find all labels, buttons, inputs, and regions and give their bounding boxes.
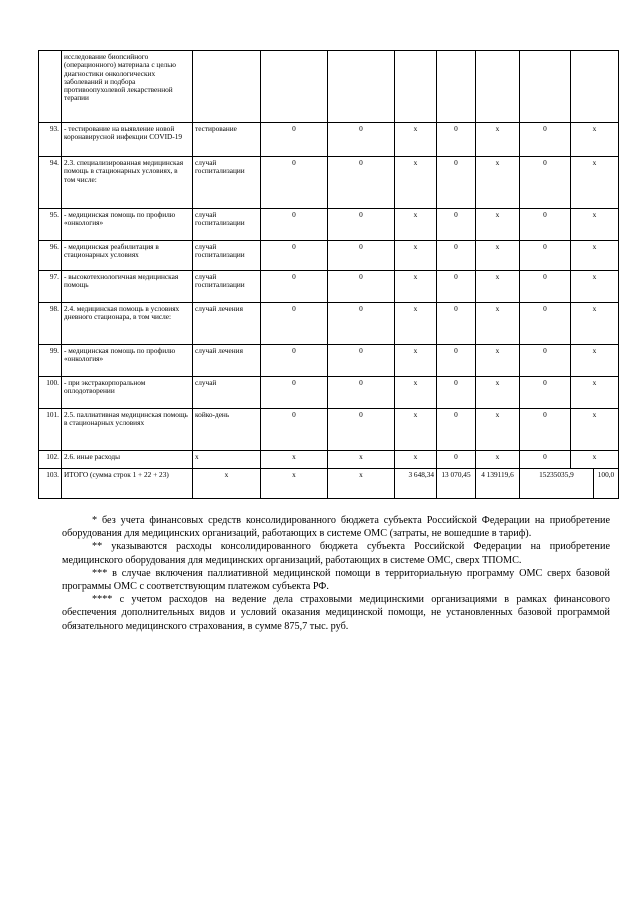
- row-description-cell: - высокотехнологичная медицинская помощь: [62, 271, 193, 303]
- row-unit-cell: тестирование: [193, 123, 261, 157]
- row-value-cell: 0: [261, 157, 328, 209]
- row-number-cell: 93.: [39, 123, 62, 157]
- table-row: [39, 241, 619, 271]
- row-value-cell: x: [395, 209, 437, 241]
- row-value-cell: 0: [261, 241, 328, 271]
- table-row: [39, 157, 619, 209]
- row-number-cell: 97.: [39, 271, 62, 303]
- table-row: [39, 377, 619, 409]
- row-unit-cell: случай лечения: [193, 345, 261, 377]
- row-description-cell: - медицинская помощь по профилю «онкология»: [62, 345, 193, 377]
- table-row: [39, 51, 619, 123]
- row-value-cell: 0: [520, 377, 571, 409]
- row-value-cell: 0: [520, 157, 571, 209]
- row-unit-cell: [193, 51, 261, 123]
- row-value-cell: 0: [261, 209, 328, 241]
- row-value-cell: 0: [520, 209, 571, 241]
- table-row: [39, 345, 619, 377]
- row-value-cell: 0: [437, 271, 476, 303]
- row-value-cell: 0: [261, 303, 328, 345]
- row-unit-cell: x: [193, 469, 261, 499]
- row-value-cell: x: [571, 303, 619, 345]
- row-value-cell: x: [571, 241, 619, 271]
- row-value-cell: 100,0: [594, 469, 619, 499]
- row-number-cell: 95.: [39, 209, 62, 241]
- row-description-cell: 2.5. паллиативная медицинская помощь в стационарных условиях: [62, 409, 193, 451]
- row-value-cell: x: [395, 409, 437, 451]
- row-value-cell: [328, 51, 395, 123]
- row-unit-cell: койко-день: [193, 409, 261, 451]
- row-unit-cell: x: [193, 451, 261, 469]
- table-row: [39, 209, 619, 241]
- row-number-cell: 100.: [39, 377, 62, 409]
- row-value-cell: x: [328, 451, 395, 469]
- row-value-cell: 0: [261, 271, 328, 303]
- row-number-cell: 103.: [39, 469, 62, 499]
- row-value-cell: x: [261, 469, 328, 499]
- row-value-cell: 0: [328, 123, 395, 157]
- row-unit-cell: случай госпитализации: [193, 157, 261, 209]
- row-value-cell: 0: [437, 157, 476, 209]
- row-description-cell: исследование биопсийного (операционного) материала с целью диагностики онкологических заболеваний и подбора противоопухолевой лекарственной терапии: [62, 51, 193, 123]
- table-row: [39, 123, 619, 157]
- row-value-cell: 3 648,34: [395, 469, 437, 499]
- row-description-cell: ИТОГО (сумма строк 1 + 22 + 23): [62, 469, 193, 499]
- row-description-cell: - тестирование на выявление новой коронавирусной инфекции COVID-19: [62, 123, 193, 157]
- row-value-cell: 0: [520, 123, 571, 157]
- row-value-cell: 0: [437, 209, 476, 241]
- row-value-cell: x: [476, 451, 520, 469]
- row-description-cell: - медицинская помощь по профилю «онкология»: [62, 209, 193, 241]
- row-value-cell: 0: [261, 409, 328, 451]
- table-row: [39, 451, 619, 469]
- row-value-cell: x: [476, 157, 520, 209]
- row-value-cell: x: [571, 123, 619, 157]
- row-number-cell: 102.: [39, 451, 62, 469]
- row-value-cell: 0: [328, 377, 395, 409]
- footnote-2: ** указываются расходы консолидированного бюджета субъекта Российской Федерации на приобретение медицинского оборудования для медицинских организаций, работающих в системе ОМС, сверх ТПОМС.: [62, 541, 610, 566]
- row-value-cell: 0: [437, 377, 476, 409]
- table-row: [39, 409, 619, 451]
- row-value-cell: x: [476, 377, 520, 409]
- row-value-cell: x: [476, 303, 520, 345]
- row-value-cell: 0: [520, 303, 571, 345]
- row-value-cell: x: [395, 303, 437, 345]
- row-value-cell: x: [476, 409, 520, 451]
- row-description-cell: 2.6. иные расходы: [62, 451, 193, 469]
- row-value-cell: x: [395, 157, 437, 209]
- table-body: [39, 51, 619, 499]
- table-row: [39, 469, 619, 499]
- row-unit-cell: случай: [193, 377, 261, 409]
- row-value-cell: x: [395, 451, 437, 469]
- row-value-cell: [520, 51, 571, 123]
- row-number-cell: 96.: [39, 241, 62, 271]
- row-value-cell: 0: [437, 409, 476, 451]
- row-value-cell: 0: [520, 241, 571, 271]
- row-value-cell: 0: [328, 345, 395, 377]
- row-value-cell: [476, 51, 520, 123]
- row-value-cell: 0: [328, 303, 395, 345]
- table-row: [39, 303, 619, 345]
- row-unit-cell: случай госпитализации: [193, 241, 261, 271]
- row-value-cell: 0: [520, 409, 571, 451]
- row-value-cell: x: [395, 377, 437, 409]
- row-value-cell: 0: [520, 345, 571, 377]
- row-value-cell: 0: [437, 303, 476, 345]
- row-description-cell: 2.3. специализированная медицинская помощь в стационарных условиях, в том числе:: [62, 157, 193, 209]
- row-value-cell: [395, 51, 437, 123]
- row-value-cell: 0: [520, 451, 571, 469]
- row-value-cell: 4 139119,6: [476, 469, 520, 499]
- row-value-cell: 15235035,9: [520, 469, 594, 499]
- table-row: [39, 271, 619, 303]
- row-unit-cell: случай госпитализации: [193, 271, 261, 303]
- footnotes: [62, 514, 610, 633]
- row-description-cell: - медицинская реабилитация в стационарных условиях: [62, 241, 193, 271]
- row-value-cell: [261, 51, 328, 123]
- row-value-cell: x: [476, 271, 520, 303]
- row-value-cell: 0: [328, 209, 395, 241]
- row-description-cell: - при экстракорпоральном оплодотворении: [62, 377, 193, 409]
- row-value-cell: 0: [328, 241, 395, 271]
- row-value-cell: 0: [437, 123, 476, 157]
- row-value-cell: x: [571, 209, 619, 241]
- footnote-3: *** в случае включения паллиативной медицинской помощи в территориальную программу ОМС сверх базовой программы ОМС с соответствующим платежом субъекта РФ.: [62, 567, 610, 593]
- row-value-cell: x: [395, 241, 437, 271]
- row-unit-cell: случай лечения: [193, 303, 261, 345]
- row-value-cell: [437, 51, 476, 123]
- row-value-cell: x: [476, 209, 520, 241]
- row-value-cell: x: [395, 345, 437, 377]
- row-number-cell: 98.: [39, 303, 62, 345]
- row-value-cell: 0: [437, 451, 476, 469]
- row-value-cell: x: [328, 469, 395, 499]
- row-value-cell: 0: [437, 345, 476, 377]
- row-value-cell: x: [395, 123, 437, 157]
- row-description-cell: 2.4. медицинская помощь в условиях дневного стационара, в том числе:: [62, 303, 193, 345]
- footnote-1: * без учета финансовых средств консолидированного бюджета субъекта Российской Федерации на приобретение оборудования для медицинских организаций, работающих в системе ОМС (затраты, не вошедшие в тариф).: [62, 515, 610, 540]
- row-value-cell: x: [571, 157, 619, 209]
- row-value-cell: x: [395, 271, 437, 303]
- row-unit-cell: случай госпитализации: [193, 209, 261, 241]
- row-value-cell: x: [571, 271, 619, 303]
- row-value-cell: x: [476, 241, 520, 271]
- row-number-cell: 99.: [39, 345, 62, 377]
- row-number-cell: [39, 51, 62, 123]
- row-value-cell: x: [476, 123, 520, 157]
- row-value-cell: 0: [437, 241, 476, 271]
- financing-table: [38, 50, 619, 499]
- row-value-cell: 0: [328, 157, 395, 209]
- row-number-cell: 101.: [39, 409, 62, 451]
- row-value-cell: x: [261, 451, 328, 469]
- row-value-cell: 0: [261, 123, 328, 157]
- row-value-cell: x: [571, 409, 619, 451]
- row-value-cell: 0: [328, 271, 395, 303]
- row-value-cell: 13 070,45: [437, 469, 476, 499]
- row-value-cell: 0: [520, 271, 571, 303]
- row-value-cell: 0: [328, 409, 395, 451]
- row-number-cell: 94.: [39, 157, 62, 209]
- row-value-cell: x: [571, 377, 619, 409]
- row-value-cell: 0: [261, 345, 328, 377]
- row-value-cell: x: [476, 345, 520, 377]
- row-value-cell: x: [571, 345, 619, 377]
- row-value-cell: 0: [261, 377, 328, 409]
- row-value-cell: x: [571, 451, 619, 469]
- row-value-cell: [571, 51, 619, 123]
- footnote-4: **** с учетом расходов на ведение дела страховыми медицинскими организациями в рамках финансового обеспечения дополнительных видов и условий оказания медицинской помощи, не установленных базовой программой обязательного медицинского страхования, в сумме 875,7 тыс. руб.: [62, 594, 610, 632]
